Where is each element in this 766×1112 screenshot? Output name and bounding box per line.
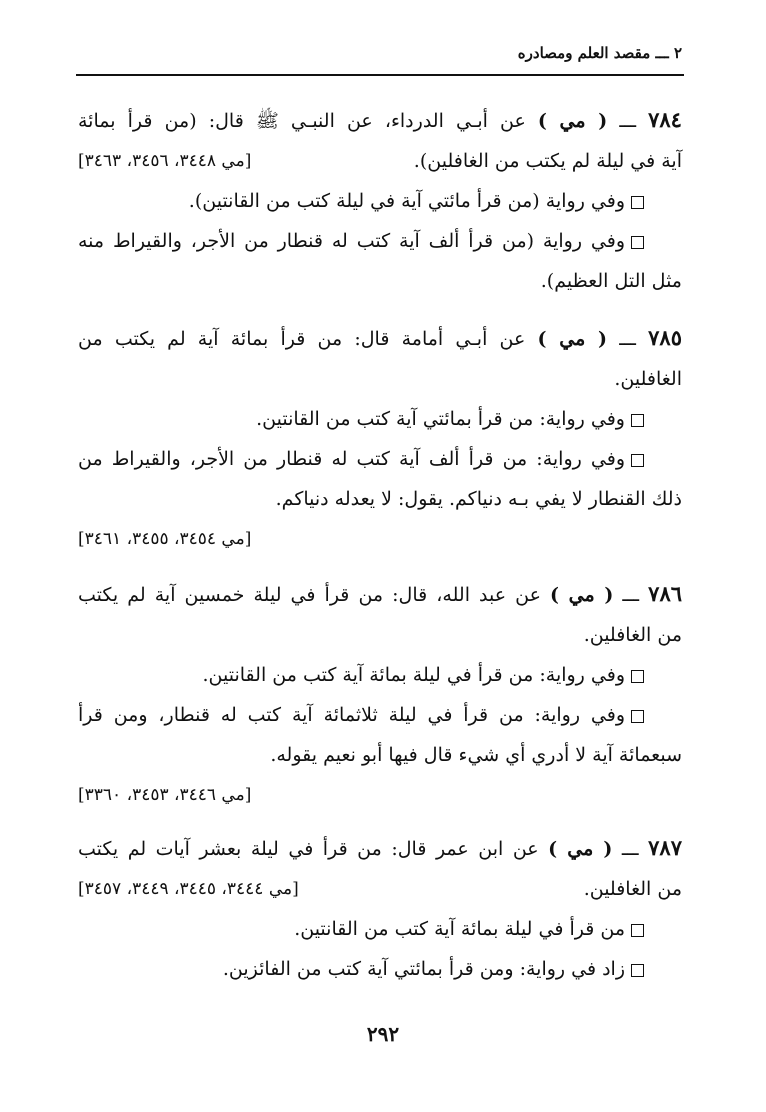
entry-line-with-ref xyxy=(78,869,682,909)
variant-text: وفي رواية: من قرأ في ليلة بمائة آية كتب من القانتين. xyxy=(202,664,625,686)
entry-text: من الغافلين. xyxy=(583,878,682,900)
header-rule xyxy=(76,74,684,76)
entry-text: الغافلين. xyxy=(614,368,682,390)
square-bullet-icon xyxy=(631,414,644,427)
entry-dash: ـــ xyxy=(619,328,636,350)
source-sigla: ( مي ) xyxy=(548,838,613,860)
square-bullet-icon xyxy=(631,710,644,723)
variant-text: من قرأ في ليلة بمائة آية كتب من القانتين. xyxy=(294,918,625,940)
square-bullet-icon xyxy=(631,964,644,977)
reference: [مي ٣٤٥٤، ٣٤٥٥، ٣٤٦١] xyxy=(78,529,252,549)
source-sigla: ( مي ) xyxy=(537,110,608,132)
variant-text: وفي رواية: من قرأ بمائتي آية كتب من القانتين. xyxy=(256,408,625,430)
square-bullet-icon xyxy=(631,454,644,467)
square-bullet-icon xyxy=(631,236,644,249)
variant-text: وفي رواية: من قرأ في ليلة ثلاثمائة آية كتب له قنطار، ومن قرأ xyxy=(78,704,625,726)
variant-line: مثل التل العظيم). xyxy=(540,270,682,292)
entry-text: عن عبد الله، قال: من قرأ في ليلة خمسين آية لم يكتب xyxy=(78,584,541,606)
entry-first-line xyxy=(78,100,682,141)
entry-text: آية في ليلة لم يكتب من الغافلين). xyxy=(413,150,682,172)
variant-line xyxy=(78,695,682,735)
square-bullet-icon xyxy=(631,196,644,209)
variant-line xyxy=(78,655,682,695)
entry-dash: ـــ xyxy=(619,110,637,132)
variant-line xyxy=(78,399,682,439)
hadith-785 xyxy=(78,318,682,559)
variant-line xyxy=(78,221,682,261)
source-sigla: ( مي ) xyxy=(537,328,608,350)
hadith-784 xyxy=(78,100,682,301)
entry-number: ٧٨٦ xyxy=(648,581,683,606)
entry-dash: ـــ xyxy=(622,584,640,606)
variant-line xyxy=(78,909,682,949)
variant-text: وفي رواية (من قرأ مائتي آية في ليلة كتب من القانتين). xyxy=(188,190,625,212)
entry-text: عن ابن عمر قال: من قرأ في ليلة بعشر آيات لم يكتب xyxy=(78,838,539,860)
source-sigla: ( مي ) xyxy=(550,584,614,606)
variant-line xyxy=(78,439,682,479)
square-bullet-icon xyxy=(631,924,644,937)
entry-first-line xyxy=(78,318,682,359)
entry-first-line xyxy=(78,574,682,615)
variant-text: زاد في رواية: ومن قرأ بمائتي آية كتب من الفائزين. xyxy=(222,958,625,980)
entry-number: ٧٨٧ xyxy=(648,835,682,860)
variant-line xyxy=(78,181,682,221)
entry-number: ٧٨٤ xyxy=(648,107,682,132)
variant-line: ذلك القنطار لا يفي بـه دنياكم. يقول: لا يعدله دنياكم. xyxy=(275,488,682,510)
entry-dash: ـــ xyxy=(621,838,639,860)
running-header: ٢ ـــ مقصد العلم ومصادره xyxy=(517,44,682,62)
entry-line-with-ref xyxy=(78,141,682,181)
hadith-786 xyxy=(78,574,682,815)
variant-text: وفي رواية (من قرأ ألف آية كتب له قنطار من الأجر، والقيراط منه xyxy=(78,230,625,252)
entry-first-line xyxy=(78,828,682,869)
square-bullet-icon xyxy=(631,670,644,683)
entry-number: ٧٨٥ xyxy=(648,325,682,350)
entry-text: عن أبـي الدرداء، عن النبـي ﷺ قال: (من قرأ بمائة xyxy=(78,110,526,132)
page-number: ٢٩٢ xyxy=(366,1022,400,1046)
reference: [مي ٣٤٤٤، ٣٤٤٥، ٣٤٤٩، ٣٤٥٧] xyxy=(78,879,299,899)
entry-text: عن أبـي أمامة قال: من قرأ بمائة آية لم يكتب من xyxy=(78,328,526,350)
hadith-787 xyxy=(78,828,682,989)
variant-line xyxy=(78,949,682,989)
reference: [مي ٣٤٤٨، ٣٤٥٦، ٣٤٦٣] xyxy=(78,151,252,171)
variant-line: سبعمائة آية لا أدري أي شيء قال فيها أبو نعيم يقوله. xyxy=(270,744,682,766)
variant-text: وفي رواية: من قرأ ألف آية كتب له قنطار من الأجر، والقيراط من xyxy=(78,448,625,470)
reference: [مي ٣٤٤٦، ٣٤٥٣، ٣٣٦٠] xyxy=(78,785,252,805)
entry-text: من الغافلين. xyxy=(583,624,682,646)
